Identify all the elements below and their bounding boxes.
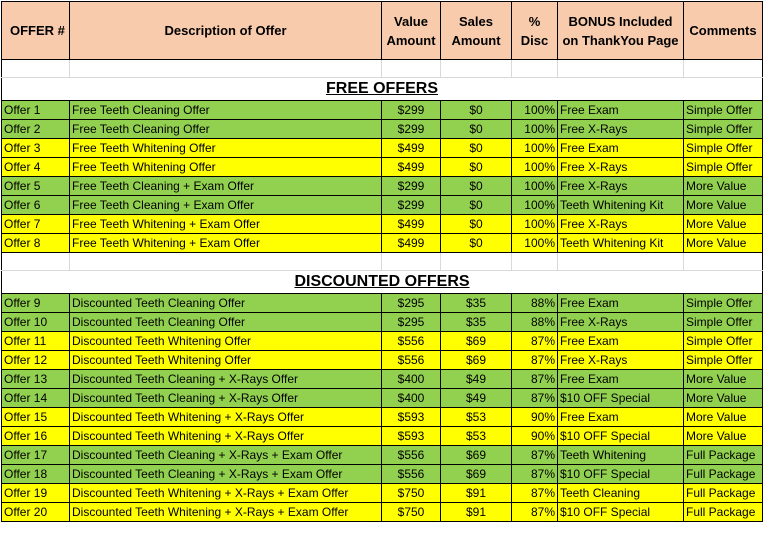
table-row	[2, 370, 763, 389]
sales-amount-cell: $69	[441, 351, 512, 370]
table-row	[2, 427, 763, 446]
description-cell: Discounted Teeth Whitening Offer	[70, 351, 382, 370]
bonus-cell: Free Exam	[558, 408, 684, 427]
percent-disc-cell: 87%	[512, 332, 558, 351]
bonus-cell: Teeth Whitening Kit	[558, 234, 684, 253]
value-amount-cell: $556	[382, 465, 441, 484]
comments-cell: Simple Offer	[684, 120, 763, 139]
header-offer: OFFER #	[2, 2, 70, 60]
description-cell: Discounted Teeth Whitening + X-Rays Offer	[70, 427, 382, 446]
value-amount-cell: $499	[382, 139, 441, 158]
comments-cell: Full Package	[684, 465, 763, 484]
table-row	[2, 465, 763, 484]
table-row	[2, 196, 763, 215]
table-row	[2, 408, 763, 427]
offer-number-cell: Offer 8	[2, 234, 70, 253]
value-amount-cell: $499	[382, 158, 441, 177]
header-sales-amount: Sales Amount	[441, 2, 512, 60]
header-comments: Comments	[684, 2, 763, 60]
offer-number-cell: Offer 2	[2, 120, 70, 139]
offer-number-cell: Offer 14	[2, 389, 70, 408]
offer-number-cell: Offer 6	[2, 196, 70, 215]
value-amount-cell: $556	[382, 332, 441, 351]
description-cell: Free Teeth Cleaning + Exam Offer	[70, 196, 382, 215]
table-row	[2, 446, 763, 465]
section-title-discounted: DISCOUNTED OFFERS	[2, 271, 763, 294]
comments-cell: Simple Offer	[684, 158, 763, 177]
offer-number-cell: Offer 4	[2, 158, 70, 177]
comments-cell: Full Package	[684, 503, 763, 522]
value-amount-cell: $299	[382, 101, 441, 120]
comments-cell: More Value	[684, 389, 763, 408]
free-offers-body	[2, 101, 763, 253]
value-amount-cell: $499	[382, 215, 441, 234]
section-row-discounted	[2, 271, 763, 294]
description-cell: Free Teeth Cleaning + Exam Offer	[70, 177, 382, 196]
sales-amount-cell: $91	[441, 503, 512, 522]
header-value-amount: Value Amount	[382, 2, 441, 60]
value-amount-cell: $499	[382, 234, 441, 253]
comments-cell: Simple Offer	[684, 332, 763, 351]
comments-cell: More Value	[684, 370, 763, 389]
value-amount-cell: $556	[382, 351, 441, 370]
bonus-cell: Free X-Rays	[558, 177, 684, 196]
description-cell: Discounted Teeth Whitening Offer	[70, 332, 382, 351]
table-body	[2, 60, 763, 101]
sales-amount-cell: $0	[441, 120, 512, 139]
bonus-cell: Teeth Cleaning	[558, 484, 684, 503]
description-cell: Discounted Teeth Whitening + X-Rays Offer	[70, 408, 382, 427]
percent-disc-cell: 90%	[512, 408, 558, 427]
comments-cell: Simple Offer	[684, 313, 763, 332]
discount-section-body	[2, 253, 763, 294]
percent-disc-cell: 100%	[512, 234, 558, 253]
table-row	[2, 139, 763, 158]
sales-amount-cell: $0	[441, 101, 512, 120]
offer-number-cell: Offer 11	[2, 332, 70, 351]
percent-disc-cell: 100%	[512, 139, 558, 158]
sales-amount-cell: $49	[441, 389, 512, 408]
bonus-cell: Free X-Rays	[558, 120, 684, 139]
table-row	[2, 158, 763, 177]
sales-amount-cell: $0	[441, 196, 512, 215]
comments-cell: Full Package	[684, 446, 763, 465]
sales-amount-cell: $91	[441, 484, 512, 503]
offer-number-cell: Offer 1	[2, 101, 70, 120]
sales-amount-cell: $0	[441, 215, 512, 234]
value-amount-cell: $295	[382, 313, 441, 332]
percent-disc-cell: 87%	[512, 465, 558, 484]
comments-cell: More Value	[684, 177, 763, 196]
header-description: Description of Offer	[70, 2, 382, 60]
value-amount-cell: $299	[382, 120, 441, 139]
value-amount-cell: $750	[382, 484, 441, 503]
percent-disc-cell: 87%	[512, 484, 558, 503]
offer-number-cell: Offer 15	[2, 408, 70, 427]
table-row	[2, 351, 763, 370]
table-row	[2, 313, 763, 332]
percent-disc-cell: 87%	[512, 503, 558, 522]
offer-number-cell: Offer 20	[2, 503, 70, 522]
description-cell: Discounted Teeth Cleaning + X-Rays + Exam Offer	[70, 446, 382, 465]
table-row	[2, 332, 763, 351]
description-cell: Discounted Teeth Cleaning Offer	[70, 294, 382, 313]
value-amount-cell: $400	[382, 389, 441, 408]
bonus-cell: Free X-Rays	[558, 351, 684, 370]
percent-disc-cell: 87%	[512, 370, 558, 389]
comments-cell: More Value	[684, 234, 763, 253]
percent-disc-cell: 100%	[512, 177, 558, 196]
bonus-cell: $10 OFF Special	[558, 465, 684, 484]
bonus-cell: $10 OFF Special	[558, 503, 684, 522]
percent-disc-cell: 100%	[512, 158, 558, 177]
bonus-cell: Free Exam	[558, 294, 684, 313]
percent-disc-cell: 100%	[512, 215, 558, 234]
table-row	[2, 120, 763, 139]
sales-amount-cell: $49	[441, 370, 512, 389]
bonus-cell: Free X-Rays	[558, 158, 684, 177]
description-cell: Discounted Teeth Cleaning + X-Rays Offer	[70, 370, 382, 389]
header-percent-disc: % Disc	[512, 2, 558, 60]
description-cell: Discounted Teeth Cleaning + X-Rays Offer	[70, 389, 382, 408]
bonus-cell: $10 OFF Special	[558, 389, 684, 408]
sales-amount-cell: $0	[441, 139, 512, 158]
percent-disc-cell: 100%	[512, 101, 558, 120]
percent-disc-cell: 88%	[512, 294, 558, 313]
value-amount-cell: $593	[382, 427, 441, 446]
description-cell: Free Teeth Whitening Offer	[70, 158, 382, 177]
value-amount-cell: $299	[382, 196, 441, 215]
offer-number-cell: Offer 3	[2, 139, 70, 158]
sales-amount-cell: $53	[441, 427, 512, 446]
table-row	[2, 389, 763, 408]
blank-row	[2, 60, 763, 78]
description-cell: Discounted Teeth Whitening + X-Rays + Exam Offer	[70, 484, 382, 503]
value-amount-cell: $295	[382, 294, 441, 313]
comments-cell: Simple Offer	[684, 351, 763, 370]
sales-amount-cell: $35	[441, 294, 512, 313]
bonus-cell: Free Exam	[558, 139, 684, 158]
value-amount-cell: $593	[382, 408, 441, 427]
bonus-cell: $10 OFF Special	[558, 427, 684, 446]
comments-cell: More Value	[684, 196, 763, 215]
sales-amount-cell: $69	[441, 446, 512, 465]
comments-cell: More Value	[684, 408, 763, 427]
description-cell: Free Teeth Whitening + Exam Offer	[70, 234, 382, 253]
table-row	[2, 484, 763, 503]
bonus-cell: Free Exam	[558, 370, 684, 389]
comments-cell: More Value	[684, 215, 763, 234]
description-cell: Discounted Teeth Cleaning + X-Rays + Exam Offer	[70, 465, 382, 484]
comments-cell: Simple Offer	[684, 294, 763, 313]
table-row	[2, 215, 763, 234]
percent-disc-cell: 87%	[512, 351, 558, 370]
blank-row	[2, 253, 763, 271]
sales-amount-cell: $69	[441, 332, 512, 351]
offer-number-cell: Offer 16	[2, 427, 70, 446]
table-row	[2, 101, 763, 120]
table-row	[2, 177, 763, 196]
section-row-free	[2, 78, 763, 101]
header-row	[2, 2, 763, 60]
sales-amount-cell: $53	[441, 408, 512, 427]
offer-number-cell: Offer 17	[2, 446, 70, 465]
value-amount-cell: $556	[382, 446, 441, 465]
table-row	[2, 503, 763, 522]
offer-number-cell: Offer 5	[2, 177, 70, 196]
offer-number-cell: Offer 18	[2, 465, 70, 484]
percent-disc-cell: 88%	[512, 313, 558, 332]
percent-disc-cell: 100%	[512, 196, 558, 215]
comments-cell: More Value	[684, 427, 763, 446]
description-cell: Discounted Teeth Whitening + X-Rays + Exam Offer	[70, 503, 382, 522]
offer-number-cell: Offer 19	[2, 484, 70, 503]
value-amount-cell: $400	[382, 370, 441, 389]
description-cell: Free Teeth Whitening + Exam Offer	[70, 215, 382, 234]
sales-amount-cell: $35	[441, 313, 512, 332]
description-cell: Discounted Teeth Cleaning Offer	[70, 313, 382, 332]
offer-number-cell: Offer 7	[2, 215, 70, 234]
description-cell: Free Teeth Whitening Offer	[70, 139, 382, 158]
sales-amount-cell: $0	[441, 158, 512, 177]
bonus-cell: Free X-Rays	[558, 215, 684, 234]
table-row	[2, 294, 763, 313]
offer-number-cell: Offer 10	[2, 313, 70, 332]
comments-cell: Simple Offer	[684, 101, 763, 120]
bonus-cell: Free X-Rays	[558, 313, 684, 332]
offer-number-cell: Offer 12	[2, 351, 70, 370]
sales-amount-cell: $69	[441, 465, 512, 484]
bonus-cell: Free Exam	[558, 332, 684, 351]
sales-amount-cell: $0	[441, 177, 512, 196]
offer-number-cell: Offer 9	[2, 294, 70, 313]
percent-disc-cell: 90%	[512, 427, 558, 446]
bonus-cell: Free Exam	[558, 101, 684, 120]
header-bonus: BONUS Included on ThankYou Page	[558, 2, 684, 60]
percent-disc-cell: 87%	[512, 446, 558, 465]
value-amount-cell: $299	[382, 177, 441, 196]
sales-amount-cell: $0	[441, 234, 512, 253]
comments-cell: Full Package	[684, 484, 763, 503]
description-cell: Free Teeth Cleaning Offer	[70, 101, 382, 120]
comments-cell: Simple Offer	[684, 139, 763, 158]
description-cell: Free Teeth Cleaning Offer	[70, 120, 382, 139]
bonus-cell: Teeth Whitening	[558, 446, 684, 465]
value-amount-cell: $750	[382, 503, 441, 522]
discounted-offers-body	[2, 294, 763, 522]
table-row	[2, 234, 763, 253]
bonus-cell: Teeth Whitening Kit	[558, 196, 684, 215]
percent-disc-cell: 87%	[512, 389, 558, 408]
percent-disc-cell: 100%	[512, 120, 558, 139]
offer-number-cell: Offer 13	[2, 370, 70, 389]
offers-table	[1, 1, 763, 522]
section-title-free: FREE OFFERS	[2, 78, 763, 101]
